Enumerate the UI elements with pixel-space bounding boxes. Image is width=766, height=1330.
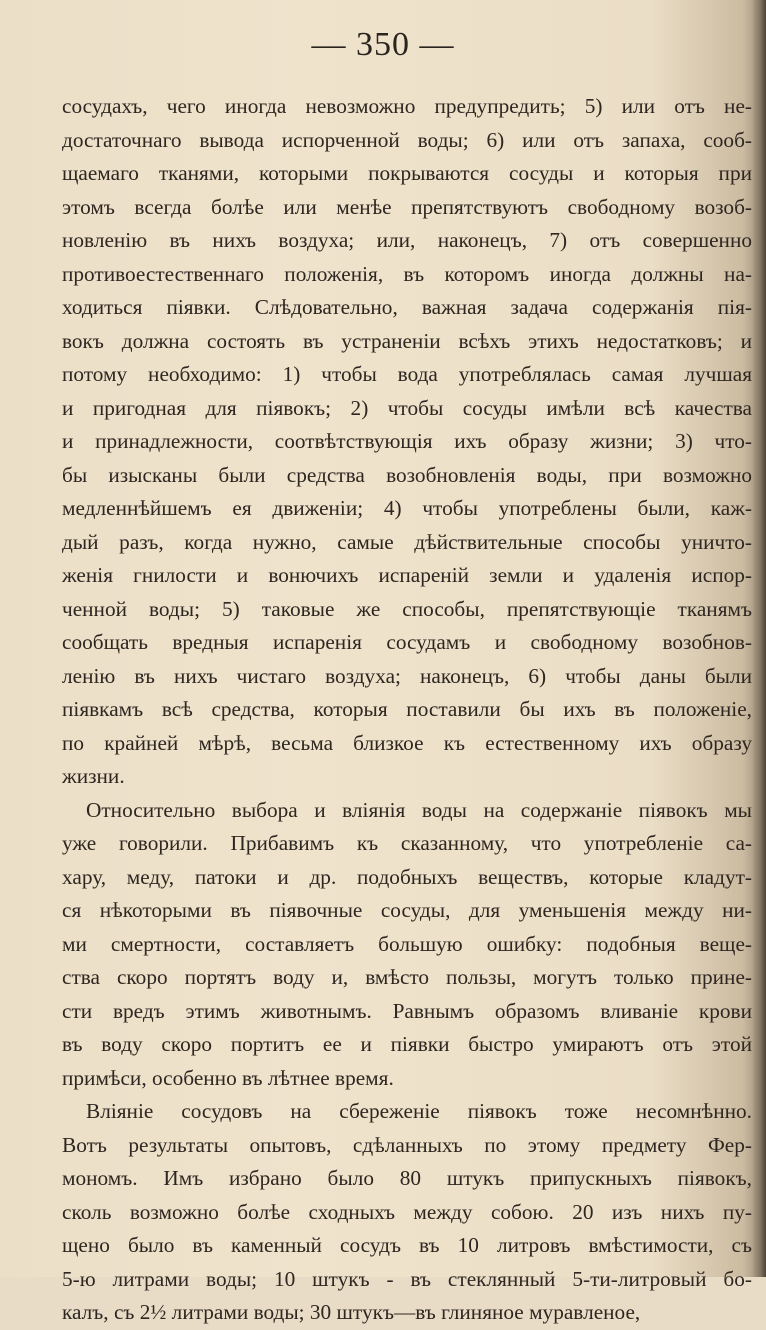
text-line: вокъ должна состоять въ устраненіи всѣхъ этихъ недостатковъ; и [62, 328, 752, 353]
text-line: въ воду скоро портитъ ее и піявки быстро умираютъ отъ этой [62, 1032, 752, 1056]
page-body [62, 90, 752, 1330]
text-line: по крайней мѣрѣ, весьма близкое къ естественному ихъ образу [62, 730, 752, 755]
text-line: щено было въ каменный сосудъ въ 10 литровъ вмѣстимости, съ [62, 1233, 752, 1257]
text-line: потому необходимо: 1) чтобы вода употреблялась самая лучшая [62, 362, 752, 386]
text-line: сообщать вредныя испаренія сосудамъ и свободному возобнов- [62, 630, 752, 654]
text-line: ми смертности, составляетъ большую ошибку: подобныя веще- [62, 931, 752, 956]
text-line: уже говорили. Прибавимъ къ сказанному, что употребленіе са- [62, 831, 752, 855]
text-line: ченной воды; 5) таковые же способы, препятствующіе тканямъ [62, 596, 752, 621]
text-line: бы изысканы были средства возобновленія воды, при возможно [62, 462, 752, 487]
text-line: и принадлежности, соотвѣтствующія ихъ образу жизни; 3) что- [62, 429, 752, 453]
text-line: этомъ всегда болѣе или менѣе препятствуютъ свободному возоб- [62, 194, 752, 219]
text-line: щаемаго тканями, которыми покрываются сосуды и которыя при [62, 161, 752, 185]
text-line: хару, меду, патоки и др. подобныхъ веществъ, которые кладут- [62, 864, 752, 889]
text-line: примѣси, особенно въ лѣтнее время. [62, 1065, 394, 1090]
text-line: ства скоро портятъ воду и, вмѣсто пользы, могутъ только прине- [62, 965, 752, 989]
text-line: сосудахъ, чего иногда невозможно предупредить; 5) или отъ не- [62, 94, 752, 118]
text-line: ся нѣкоторыми въ піявочные сосуды, для уменьшенія между ни- [62, 898, 752, 922]
text-line: достаточнаго вывода испорченной воды; 6) или отъ запаха, сооб- [62, 127, 752, 152]
text-line: мономъ. Имъ избрано было 80 штукъ припускныхъ піявокъ, [62, 1166, 752, 1190]
text-line: жизни. [62, 764, 125, 788]
text-line: Вотъ результаты опытовъ, сдѣланныхъ по этому предмету Фер- [62, 1132, 752, 1157]
text-line: 5-ю литрами воды; 10 штукъ - въ стеклянный 5-ти-литровый бо- [62, 1266, 752, 1291]
text-line: Вліяніе сосудовъ на сбереженіе піявокъ тоже несомнѣнно. [86, 1099, 752, 1123]
text-line: женія гнилости и вонючихъ испареній земли и удаленія испор- [62, 563, 752, 587]
text-line: противоестественнаго положенія, въ которомъ иногда должны на- [62, 261, 752, 286]
paragraph-3 [62, 1095, 752, 1330]
text-line: Относительно выбора и вліянія воды на содержаніе піявокъ мы [86, 797, 752, 822]
paragraph-1 [62, 90, 752, 794]
text-line: піявкамъ всѣ средства, которыя поставили бы ихъ въ положеніе, [62, 697, 752, 721]
text-line: и пригодная для піявокъ; 2) чтобы сосуды имѣли всѣ качества [62, 395, 752, 420]
text-line: ленію въ нихъ чистаго воздуха; наконецъ, 6) чтобы даны были [62, 663, 752, 688]
text-line: сколь возможно болѣе сходныхъ между собою. 20 изъ нихъ пу- [62, 1199, 752, 1224]
text-line: ходиться піявки. Слѣдовательно, важная задача содержанія пія- [62, 295, 752, 319]
text-line: калъ, съ 2½ литрами воды; 30 штукъ—въ глиняное муравленое, [62, 1300, 641, 1324]
text-line: медленнѣйшемъ ея движеніи; 4) чтобы употреблены были, каж- [62, 496, 752, 520]
page-number: — 350 — [311, 26, 455, 63]
page-edge-shadow [752, 0, 766, 1277]
text-line: сти вредъ этимъ животнымъ. Равнымъ образомъ вливаніе крови [62, 998, 752, 1023]
paragraph-2 [62, 794, 752, 1096]
text-line: дый разъ, когда нужно, самые дѣйствительные способы уничто- [62, 529, 752, 554]
text-line: новленію въ нихъ воздуха; или, наконецъ, 7) отъ совершенно [62, 228, 752, 252]
